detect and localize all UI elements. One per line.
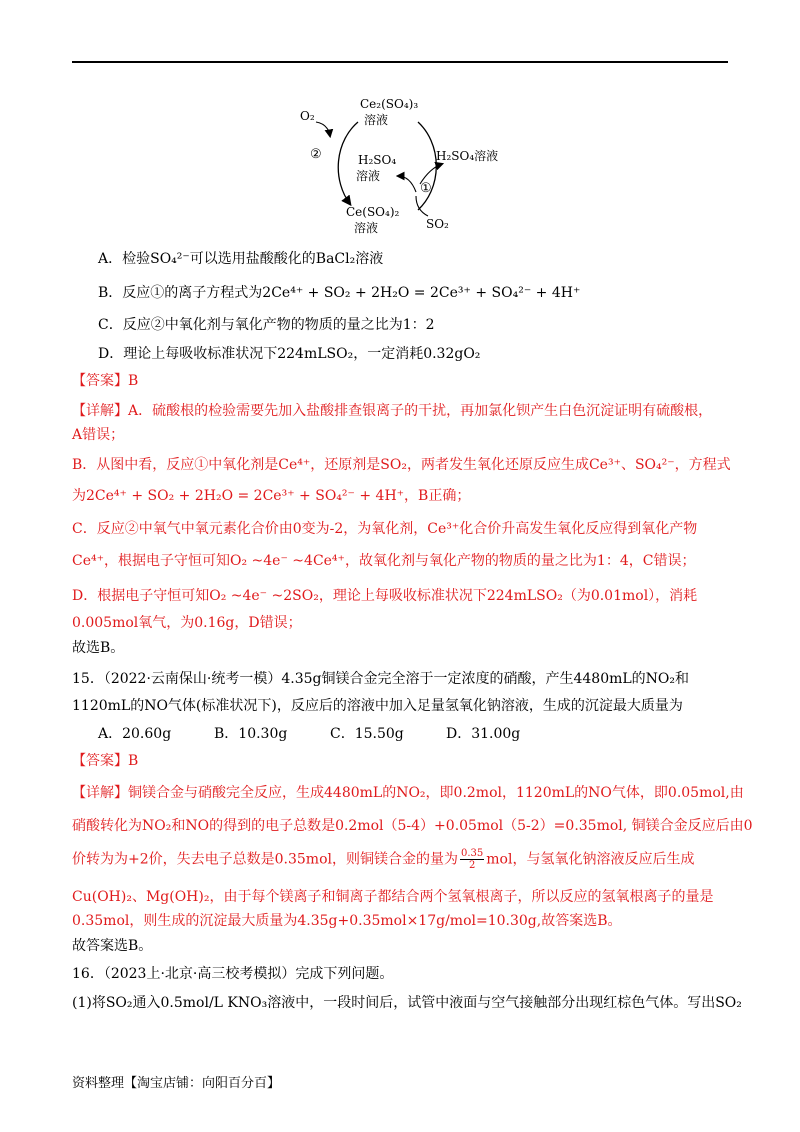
q14-detail-a2: A错误； bbox=[72, 427, 125, 443]
q15-detail-4: Cu(OH)₂、Mg(OH)₂，由于每个镁离子和铜离子都结合两个氢氧根离子，所以反应的氢氧根离子的量是 bbox=[72, 889, 714, 905]
q15-detail-1: 【详解】铜镁合金与硝酸完全反应，生成4480mL的NO₂，即0.2mol，1120mL的NO气体，即0.05mol,由 bbox=[72, 785, 744, 801]
q14-detail-b1: B．从图中看，反应①中氧化剂是Ce⁴⁺，还原剂是SO₂，两者发生氧化还原反应生成Ce³⁺、SO₄²⁻，方程式 bbox=[72, 457, 731, 473]
q15-detail-3b: mol，与氢氧化钠溶液反应后生成 bbox=[486, 851, 695, 868]
q15-option-d: D．31.00g bbox=[446, 726, 521, 742]
q14-option-d: D．理论上每吸收标准状况下224mLSO₂，一定消耗0.32gO₂ bbox=[98, 346, 481, 362]
q16-part1: (1)将SO₂通入0.5mol/L KNO₃溶液中，一段时间后，试管中液面与空气接触部分出现红棕色气体。写出SO₂ bbox=[72, 995, 742, 1011]
cycle-arc-right bbox=[418, 122, 436, 210]
center-species: H₂SO₄ bbox=[358, 153, 397, 167]
q14-answer: 【答案】B bbox=[72, 373, 139, 389]
step1-label: ① bbox=[420, 181, 432, 196]
product-label: H₂SO₄溶液 bbox=[436, 149, 499, 163]
q15-conclusion: 故答案选B。 bbox=[72, 938, 153, 954]
q14-conclusion: 故选B。 bbox=[72, 640, 125, 656]
q15-stem-line1: 15．（2022·云南保山·统考一模）4.35g铜镁合金完全溶于一定浓度的硝酸，产生4480mL的NO₂和 bbox=[72, 671, 690, 687]
bottom-species: Ce(SO₄)₂ bbox=[346, 205, 400, 219]
q14-detail-d1: D．根据电子守恒可知O₂ ~4e⁻ ~2SO₂，理论上每吸收标准状况下224mLSO₂（为0.01mol），消耗 bbox=[72, 588, 698, 604]
q14-detail-c2: Ce⁴⁺，根据电子守恒可知O₂ ~4e⁻ ~4Ce⁴⁺，故氧化剂与氧化产物的物质的量之比为1：4，C错误； bbox=[72, 553, 696, 569]
q14-option-a: A．检验SO₄²⁻可以选用盐酸酸化的BaCl₂溶液 bbox=[98, 251, 384, 267]
top-solution: 溶液 bbox=[364, 113, 389, 127]
q14-option-b-equation: 2Ce⁴⁺ + SO₂ + 2H₂O = 2Ce³⁺ + SO₄²⁻ + 4H⁺ bbox=[262, 285, 581, 301]
q15-detail-3 bbox=[72, 848, 728, 871]
fraction-denominator: 2 bbox=[468, 860, 476, 871]
q16-stem: 16．（2023上·北京·高三校考模拟）完成下列问题。 bbox=[72, 966, 394, 982]
q15-options bbox=[98, 723, 728, 745]
q15-option-b: B．10.30g bbox=[214, 726, 288, 742]
top-species: Ce₂(SO₄)₃ bbox=[360, 97, 419, 111]
fraction-numerator: 0.35 bbox=[461, 848, 484, 859]
q14-detail-b2: 为2Ce⁴⁺ + SO₂ + 2H₂O = 2Ce³⁺ + SO₄²⁻ + 4H⁺，B正确； bbox=[72, 488, 471, 504]
header-rule bbox=[72, 61, 728, 63]
q14-option-b bbox=[98, 282, 728, 304]
so2-label: SO₂ bbox=[426, 217, 449, 231]
q14-detail-a: 【详解】A．硫酸根的检验需要先加入盐酸排查银离子的干扰，再加氯化钡产生白色沉淀证明有硫酸根， bbox=[72, 403, 713, 419]
q14-option-b-prefix: B．反应①的离子方程式为 bbox=[98, 285, 263, 301]
q15-option-c: C．15.50g bbox=[330, 726, 404, 742]
inner-arrow bbox=[398, 176, 416, 192]
o2-arrow bbox=[316, 122, 330, 136]
step2-label: ② bbox=[310, 147, 322, 162]
footer-source: 资料整理【淘宝店铺：向阳百分百】 bbox=[72, 1076, 281, 1091]
q15-detail-2: 硝酸转化为NO₂和NO的得到的电子总数是0.2mol（5-4）+0.05mol（5-2）=0.35mol, 铜镁合金反应后由0 bbox=[72, 818, 753, 834]
q14-detail-c1: C．反应②中氧气中氧元素化合价由0变为-2，为氧化剂，Ce³⁺化合价升高发生氧化反应得到氧化产物 bbox=[72, 521, 698, 537]
q14-option-c: C．反应②中氧化剂与氧化产物的物质的量之比为1：2 bbox=[98, 317, 435, 333]
q15-answer: 【答案】B bbox=[72, 753, 139, 769]
center-solution: 溶液 bbox=[356, 169, 381, 183]
fraction bbox=[460, 848, 484, 871]
ce-cycle-diagram bbox=[280, 92, 520, 242]
q15-option-a: A．20.60g bbox=[98, 726, 172, 742]
bottom-solution: 溶液 bbox=[354, 221, 379, 235]
q15-stem-line2: 1120mL的NO气体(标准状况下)，反应后的溶液中加入足量氢氧化钠溶液，生成的沉淀最大质量为 bbox=[72, 698, 683, 714]
q14-detail-d2: 0.005mol氧气，为0.16g，D错误； bbox=[72, 615, 302, 631]
q15-detail-5: 0.35mol，则生成的沉淀最大质量为4.35g+0.35mol×17g/mol=10.30g,故答案选B。 bbox=[72, 913, 622, 929]
q15-detail-3a: 价转为为+2价，失去电子总数是0.35mol，则铜镁合金的量为 bbox=[72, 851, 458, 868]
o2-label: O₂ bbox=[300, 109, 315, 123]
cycle-arc-left bbox=[338, 122, 358, 204]
